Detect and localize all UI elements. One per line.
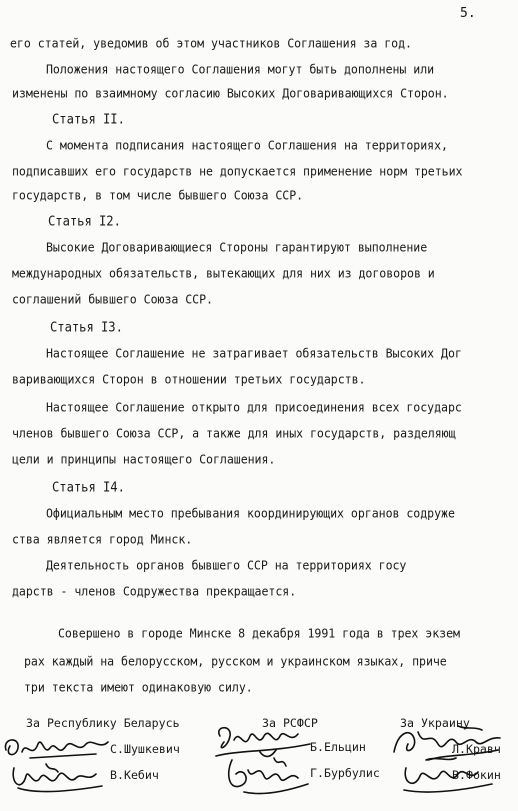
article-heading-13: Статья I3. [50, 319, 123, 335]
paragraph-line: Настоящее Соглашение не затрагивает обязательств Высоких Дог [46, 345, 462, 361]
article-heading-14: Статья I4. [52, 479, 125, 495]
signatory-label-ukraine: За Украину [400, 716, 470, 730]
text-line: государств, в том числе бывшего Союза ССР. [12, 187, 304, 203]
paragraph-line: Официальным место пребывания координирующих органов содруже [46, 505, 455, 521]
text-line: варивающихся Сторон в отношении третьих государств. [12, 371, 366, 387]
text-line: дарств - членов Содружества прекращается. [12, 583, 297, 599]
signatory-label-belarus: За Республику Беларусь [26, 716, 180, 730]
signatory-name-fokin: В.Фокин [452, 768, 501, 782]
signatory-name-kravchuk: Л.Кравч [452, 742, 501, 756]
signatory-name-burbulis: Г.Бурбулис [310, 766, 380, 780]
text-line: международных обязательств, вытекающих для них из договоров и [12, 265, 435, 281]
text-line: соглашений бывшего Союза ССР. [12, 291, 213, 307]
article-heading-11: Статья II. [52, 111, 125, 127]
paragraph-line: Совершено в городе Минске 8 декабря 1991 года в трех экзем [58, 625, 460, 641]
paragraph-line: Настоящее Соглашение открыто для присоединения всех государс [46, 399, 462, 415]
text-line: изменены по взаимному согласию Высоких Договаривающихся Сторон. [12, 85, 449, 101]
paragraph-line: Деятельность органов бывшего ССР на территориях госу [46, 557, 407, 573]
signatory-name-kebich: В.Кебич [110, 768, 159, 782]
text-line: подписавших его государств не допускается применение норм третьих [12, 163, 463, 179]
handwritten-signature-fokin [396, 752, 506, 798]
text-line: его статей, уведомив об этом участников Соглашения за год. [10, 35, 412, 51]
paragraph-line: Высокие Договаривающиеся Стороны гарантируют выполнение [46, 239, 428, 255]
text-line: рах каждый на белорусском, русском и украинском языках, приче [24, 653, 447, 669]
handwritten-signature-burbulis [218, 752, 318, 798]
signatory-name-yeltsin: Б.Ельцин [310, 740, 366, 754]
signatory-label-rsfsr: За РСФСР [262, 716, 318, 730]
handwritten-signature-kebich [6, 758, 116, 798]
text-line: ства является город Минск. [12, 531, 193, 547]
article-heading-12: Статья I2. [48, 213, 121, 229]
text-line: три текста имеют одинаковую силу. [24, 679, 253, 695]
text-line: цели и принципы настоящего Соглашения. [12, 451, 276, 467]
signatory-name-shushkevich: С.Шушкевич [110, 742, 180, 756]
paragraph-line: Положения настоящего Соглашения могут быть дополнены или [46, 61, 435, 77]
page-number: 5. [460, 6, 476, 21]
paragraph-line: С момента подписания настоящего Соглашения на территориях, [46, 137, 448, 153]
text-line: членов бывшего Союза ССР, а также для иных государств, разделяющ [12, 425, 456, 441]
